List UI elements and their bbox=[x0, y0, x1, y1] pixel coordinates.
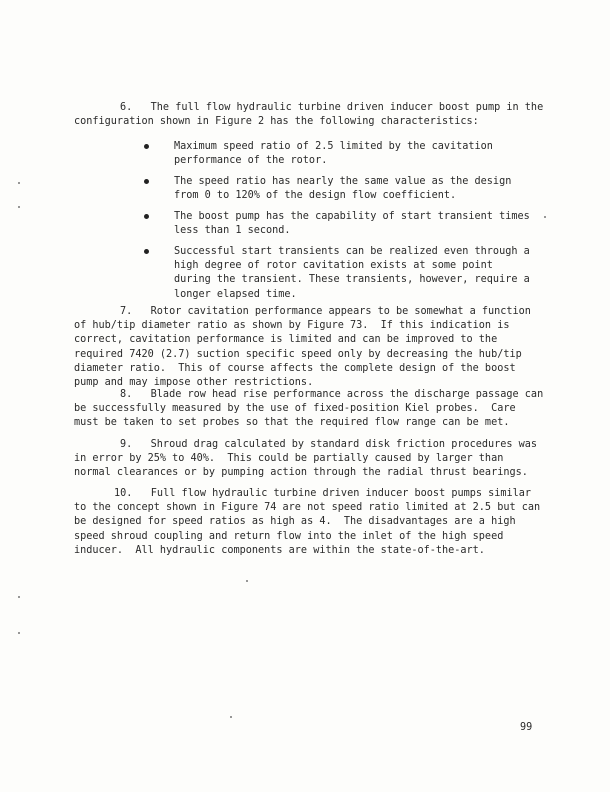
scan-speck bbox=[18, 632, 20, 634]
bullet-icon bbox=[144, 249, 149, 254]
scan-speck bbox=[18, 182, 20, 184]
list-item-text: The speed ratio has nearly the same value as the design from 0 to 120% of the design flow coefficient. bbox=[174, 176, 512, 202]
paragraph-10: 10. Full flow hydraulic turbine driven inducer boost pumps similar to the concept shown in Figure 74 are not speed ratio limited at 2.5 but can be designed for speed ratios as high as 4. The disadvantages are a high speed shroud coupling and return flow into the inlet of the high speed inducer. All hydraulic components are within the state-of-the-art. bbox=[74, 488, 547, 556]
page-number: 99 bbox=[520, 722, 533, 733]
paragraph-7: 7. Rotor cavitation performance appears to be somewhat a function of hub/tip diameter ratio as shown by Figure 73. If this indication is correct, cavitation performance is limited and can be improved to the required 7420 (2.7) suction specific speed only by decreasing the hub/tip diameter ratio. This of course affects the complete design of the boost pump and may impose other restrictions. bbox=[74, 306, 538, 389]
bullet-icon bbox=[144, 214, 149, 219]
bullet-icon bbox=[144, 144, 149, 149]
paragraph-6-lead: 6. The full flow hydraulic turbine driven inducer boost pump in the configuration shown in Figure 2 has the following characteristics: bbox=[74, 102, 550, 128]
list-item-text: Maximum speed ratio of 2.5 limited by the cavitation performance of the rotor. bbox=[174, 141, 493, 167]
list-item-text: The boost pump has the capability of start transient times less than 1 second. bbox=[174, 211, 530, 237]
scan-speck bbox=[18, 596, 20, 598]
bullet-icon bbox=[144, 179, 149, 184]
scan-speck bbox=[18, 206, 20, 208]
scan-speck bbox=[230, 716, 232, 718]
scan-speck bbox=[544, 216, 546, 218]
list-item-text: Successful start transients can be realized even through a high degree of rotor cavitation exists at some point during the transient. These transients, however, require a longer elapsed time. bbox=[174, 246, 530, 300]
paragraph-8: 8. Blade row head rise performance across the discharge passage can be successfully measured by the use of fixed-position Kiel probes. Care must be taken to set probes so that the required flow range can be met. bbox=[74, 389, 550, 429]
scan-speck bbox=[246, 580, 248, 582]
paragraph-9: 9. Shroud drag calculated by standard disk friction procedures was in error by 25% to 40%. This could be partially caused by larger than normal clearances or by pumping action through the radial thrust bearings. bbox=[74, 439, 544, 479]
